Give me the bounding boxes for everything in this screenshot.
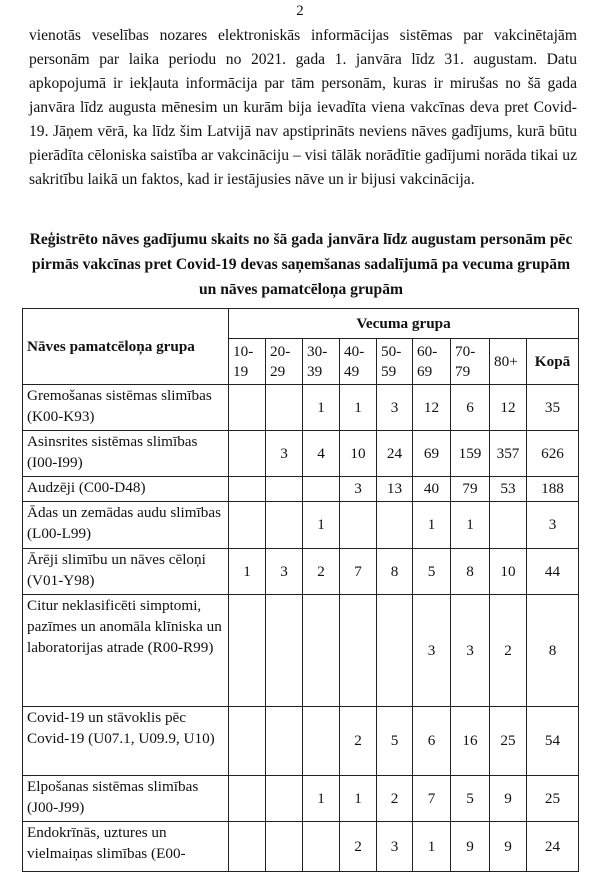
age-column-top: 10-: [233, 342, 254, 360]
value-cell: [229, 385, 266, 431]
table-row: [23, 595, 579, 707]
value-cell: 5: [377, 707, 413, 776]
age-column-header: [229, 339, 266, 385]
value-cell: 3: [266, 549, 303, 595]
value-cell: 9: [451, 822, 490, 872]
value-cell: 16: [451, 707, 490, 776]
table-row: [23, 549, 579, 595]
value-cell: [266, 477, 303, 502]
cause-cell: Ādas un zemādas audu slimības (L00-L99): [23, 502, 229, 549]
value-cell: 2: [340, 707, 377, 776]
value-cell: [377, 502, 413, 549]
value-cell: [303, 822, 340, 872]
value-cell: [229, 431, 266, 477]
total-cell: 35: [527, 385, 579, 431]
value-cell: 1: [229, 549, 266, 595]
value-cell: 1: [413, 502, 451, 549]
table-row: [23, 822, 579, 872]
cause-cell: Audzēji (C00-D48): [23, 477, 229, 502]
age-group-header: Vecuma grupa: [229, 309, 579, 339]
value-cell: [229, 822, 266, 872]
value-cell: 159: [451, 431, 490, 477]
value-cell: [229, 595, 266, 707]
value-cell: 1: [413, 822, 451, 872]
value-cell: [340, 595, 377, 707]
total-cell: 3: [527, 502, 579, 549]
table-row: [23, 776, 579, 822]
table-row: [23, 431, 579, 477]
value-cell: [490, 502, 527, 549]
value-cell: 6: [413, 707, 451, 776]
value-cell: [266, 776, 303, 822]
value-cell: 8: [451, 549, 490, 595]
value-cell: 24: [377, 431, 413, 477]
cause-cell: Gremošanas sistēmas slimības (K00-K93): [23, 385, 229, 431]
value-cell: 10: [490, 549, 527, 595]
value-cell: 25: [490, 707, 527, 776]
age-column-bottom: 19: [233, 362, 249, 380]
value-cell: 5: [413, 549, 451, 595]
value-cell: [266, 595, 303, 707]
age-column-header: [490, 339, 527, 385]
age-column-top: 70-: [455, 342, 476, 360]
deaths-table: [22, 308, 579, 872]
age-column-header: [340, 339, 377, 385]
age-column-bottom: 39: [307, 362, 323, 380]
value-cell: [303, 477, 340, 502]
value-cell: 7: [413, 776, 451, 822]
age-column-top: 60-: [417, 342, 438, 360]
value-cell: 3: [377, 385, 413, 431]
value-cell: 12: [490, 385, 527, 431]
total-cell: 44: [527, 549, 579, 595]
total-cell: 188: [527, 477, 579, 502]
value-cell: 13: [377, 477, 413, 502]
value-cell: 7: [340, 549, 377, 595]
value-cell: [340, 502, 377, 549]
table-header: [23, 309, 579, 385]
value-cell: 2: [340, 822, 377, 872]
total-header: Kopā: [527, 339, 579, 385]
value-cell: 9: [490, 776, 527, 822]
age-column-header: [303, 339, 340, 385]
value-cell: 2: [377, 776, 413, 822]
value-cell: 5: [451, 776, 490, 822]
value-cell: 4: [303, 431, 340, 477]
age-column-bottom: 69: [417, 362, 433, 380]
value-cell: 357: [490, 431, 527, 477]
value-cell: 1: [303, 776, 340, 822]
value-cell: 6: [451, 385, 490, 431]
age-column-top: 20-: [270, 342, 291, 360]
table-title: Reģistrēto nāves gadījumu skaits no šā gada janvāra līdz augustam personām pēc pirmās vakcīnas pret Covid-19 devas saņemšanas sadalījumā pa vecuma grupām un nāves pamatcēloņa grupām: [29, 231, 573, 298]
cause-cell: Endokrīnās, uztures un vielmaiņas slimības (E00-: [23, 822, 229, 872]
age-column-header: [266, 339, 303, 385]
age-column-top: 40-: [344, 342, 365, 360]
value-cell: [303, 595, 340, 707]
age-column-bottom: 59: [381, 362, 397, 380]
age-column-bottom: 29: [270, 362, 286, 380]
value-cell: 1: [340, 385, 377, 431]
total-cell: 8: [527, 595, 579, 707]
value-cell: 10: [340, 431, 377, 477]
intro-paragraph: vienotās veselības nozares elektroniskās informācijas sistēmas par vakcinētajām personām par laika periodu no 2021. gada 1. janvāra līdz 31. augustam. Datu apkopojumā ir iekļauta informācija par tām personām, kuras ir mirušas no šā gada janvāra līdz augusta mēnesim un kurām bija ievadīta viena vakcīnas deva pret Covid-19. Jāņem vērā, ka līdz šim Latvijā nav apstiprināts neviens nāves gadījums, kurā būtu pierādīta cēloniska saistība ar vakcināciju – visi tālāk norādītie gadījumi norāda tikai uz sakritību laikā un faktos, kad ir iestājusies nāve un ir bijusi vakcinācija.: [29, 27, 577, 188]
value-cell: [229, 502, 266, 549]
total-cell: 24: [527, 822, 579, 872]
value-cell: 12: [413, 385, 451, 431]
cause-cell: Ārēji slimību un nāves cēloņi (V01-Y98): [23, 549, 229, 595]
value-cell: 1: [303, 502, 340, 549]
value-cell: 53: [490, 477, 527, 502]
age-column-header: [413, 339, 451, 385]
value-cell: [229, 776, 266, 822]
value-cell: 40: [413, 477, 451, 502]
value-cell: [303, 707, 340, 776]
value-cell: [377, 595, 413, 707]
age-column-top: 80+: [494, 352, 518, 370]
value-cell: [266, 502, 303, 549]
value-cell: 9: [490, 822, 527, 872]
value-cell: 1: [303, 385, 340, 431]
cause-cell: Asinsrites sistēmas slimības (I00-I99): [23, 431, 229, 477]
age-column-bottom: 49: [344, 362, 360, 380]
value-cell: 3: [451, 595, 490, 707]
value-cell: 3: [413, 595, 451, 707]
value-cell: 3: [377, 822, 413, 872]
value-cell: 1: [451, 502, 490, 549]
total-cell: 25: [527, 776, 579, 822]
age-column-bottom: 79: [455, 362, 471, 380]
age-column-top: 30-: [307, 342, 328, 360]
value-cell: 79: [451, 477, 490, 502]
table-row: [23, 707, 579, 776]
value-cell: 1: [340, 776, 377, 822]
age-column-header: [377, 339, 413, 385]
total-cell: 54: [527, 707, 579, 776]
value-cell: 2: [303, 549, 340, 595]
cause-cell: Citur neklasificēti simptomi, pazīmes un anomāla klīniska un laboratorijas atrade (R00-R99): [23, 595, 229, 707]
value-cell: [229, 477, 266, 502]
value-cell: 3: [266, 431, 303, 477]
total-cell: 626: [527, 431, 579, 477]
value-cell: [266, 385, 303, 431]
value-cell: 3: [340, 477, 377, 502]
table-row: [23, 502, 579, 549]
cause-header: Nāves pamatcēloņa grupa: [23, 309, 229, 385]
value-cell: [229, 707, 266, 776]
page-number: 2: [296, 3, 304, 19]
value-cell: 8: [377, 549, 413, 595]
cause-cell: Covid-19 un stāvoklis pēc Covid-19 (U07.1, U09.9, U10): [23, 707, 229, 776]
age-column-header: [451, 339, 490, 385]
table-row: [23, 477, 579, 502]
table-row: [23, 385, 579, 431]
value-cell: 69: [413, 431, 451, 477]
value-cell: [266, 822, 303, 872]
value-cell: [266, 707, 303, 776]
table-body: [23, 385, 579, 872]
age-column-top: 50-: [381, 342, 402, 360]
cause-cell: Elpošanas sistēmas slimības (J00-J99): [23, 776, 229, 822]
value-cell: 2: [490, 595, 527, 707]
